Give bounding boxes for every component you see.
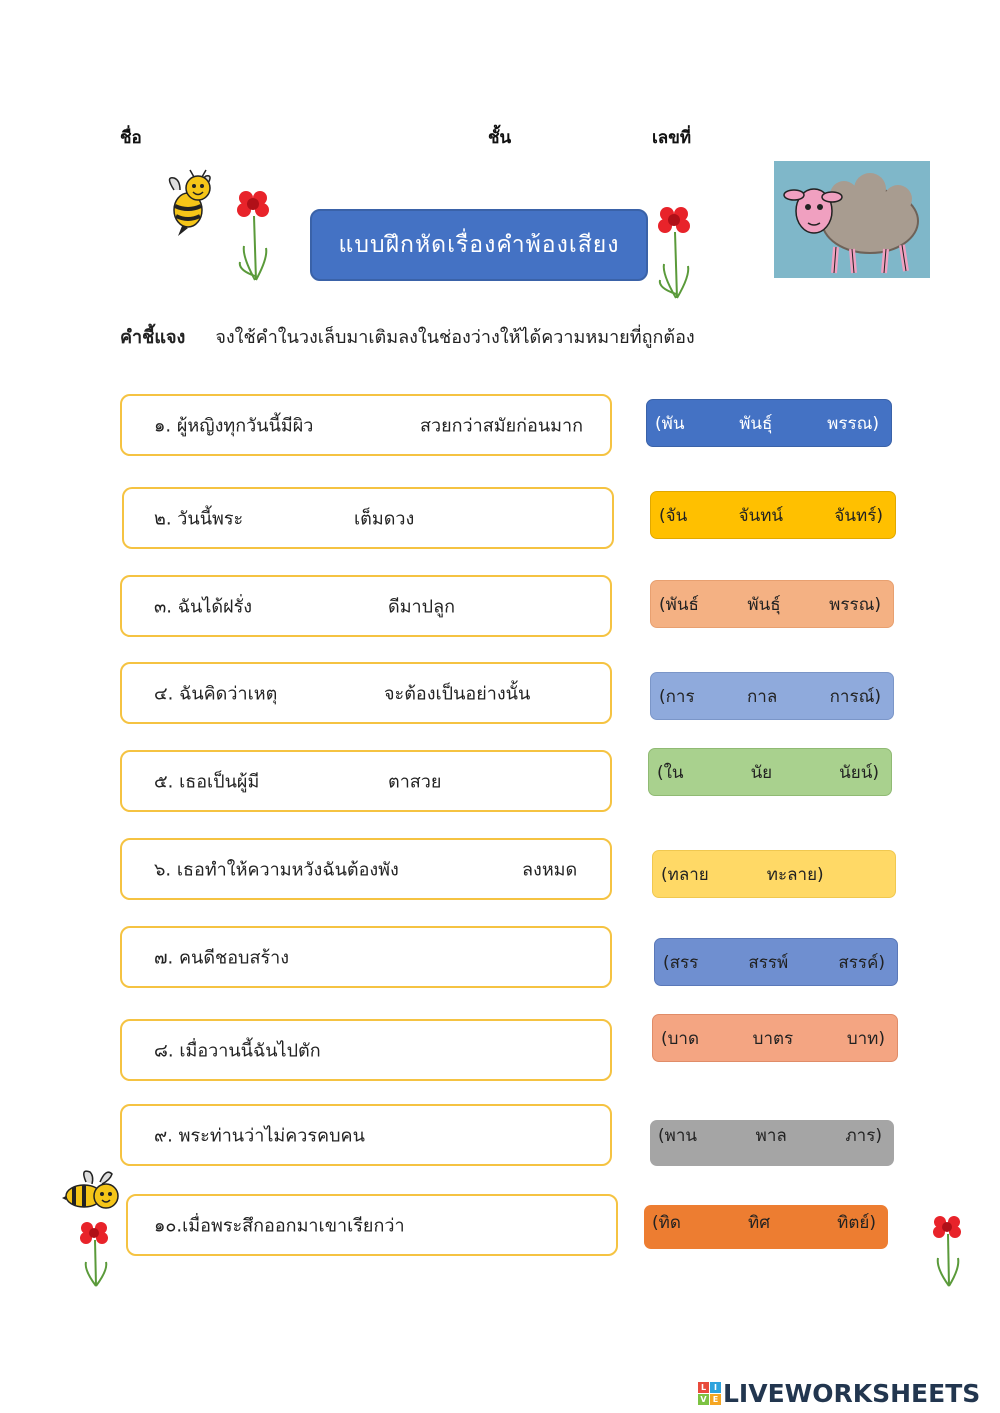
option-word: การณ์) bbox=[829, 686, 881, 707]
option-word: (ใน bbox=[657, 762, 684, 783]
option-word: ทิตย์) bbox=[837, 1213, 876, 1233]
bee-illustration bbox=[62, 1168, 122, 1214]
option-word: สรรพ์ bbox=[748, 952, 789, 973]
bee-illustration bbox=[160, 168, 220, 238]
question-text: ๘. เมื่อวานนี้ฉันไปตัก bbox=[154, 1040, 321, 1062]
question-box bbox=[120, 394, 612, 456]
option-word: จันทร์) bbox=[834, 505, 883, 526]
question-text-end: จะต้องเป็นอย่างนั้น bbox=[384, 683, 531, 705]
option-word: บาตร bbox=[752, 1028, 794, 1049]
answer-options bbox=[652, 1014, 898, 1062]
question-text-end: สวยกว่าสมัยก่อนมาก bbox=[420, 415, 584, 437]
option-word: (พันธ์ bbox=[659, 594, 699, 615]
option-word: (บาด bbox=[661, 1028, 700, 1049]
answer-options bbox=[648, 748, 892, 796]
instruction bbox=[120, 322, 695, 351]
question-text: ๑๐.เมื่อพระสึกออกมาเขาเรียกว่า bbox=[154, 1215, 405, 1237]
option-word: (สรร bbox=[663, 952, 699, 973]
answer-options bbox=[650, 580, 894, 628]
logo-cell: E bbox=[710, 1394, 721, 1405]
question-box bbox=[120, 838, 612, 900]
option-word: (การ bbox=[659, 686, 695, 707]
red-flower-illustration bbox=[76, 1218, 114, 1288]
liveworksheets-logo bbox=[698, 1378, 980, 1408]
option-word: พาล bbox=[755, 1126, 787, 1146]
question-text-end: ดีมาปลูก bbox=[388, 596, 456, 618]
instruction-label: คำชี้แจง bbox=[120, 327, 186, 348]
option-word: พรรณ) bbox=[827, 413, 879, 434]
worksheet-title: แบบฝึกหัดเรื่องคำพ้องเสียง bbox=[310, 209, 648, 281]
option-word: พันธุ์ bbox=[747, 594, 781, 615]
option-word: ภาร) bbox=[845, 1126, 882, 1146]
question-box bbox=[120, 750, 612, 812]
class-label: ชั้น bbox=[488, 128, 512, 148]
logo-cell: I bbox=[710, 1382, 721, 1393]
question-text: ๖. เธอทำให้ความหวังฉันต้องพัง bbox=[154, 859, 399, 881]
question-text: ๗. คนดีชอบสร้าง bbox=[154, 947, 290, 969]
question-box bbox=[120, 926, 612, 988]
option-word: บาท) bbox=[846, 1028, 885, 1049]
instruction-text: จงใช้คำในวงเล็บมาเติมลงในช่องว่างให้ได้ความหมายที่ถูกต้อง bbox=[215, 327, 695, 348]
sheep-illustration bbox=[774, 161, 930, 278]
red-flower-illustration bbox=[234, 186, 274, 282]
option-word: พรรณ) bbox=[829, 594, 881, 615]
question-box bbox=[122, 487, 614, 549]
option-word: นัยน์) bbox=[839, 762, 879, 783]
answer-options bbox=[644, 1205, 888, 1249]
question-text: ๙. พระท่านว่าไม่ควรคบคน bbox=[154, 1125, 365, 1147]
answer-options bbox=[654, 938, 898, 986]
answer-options bbox=[652, 850, 896, 898]
name-label: ชื่อ bbox=[120, 128, 142, 148]
option-word: (ทลาย bbox=[661, 864, 709, 885]
question-box bbox=[120, 575, 612, 637]
question-text-end: ลงหมด bbox=[522, 859, 578, 881]
option-word: จันทน์ bbox=[738, 505, 784, 526]
option-word: นัย bbox=[750, 762, 773, 783]
question-text: ๒. วันนี้พระ bbox=[154, 508, 244, 530]
option-word: (พัน bbox=[655, 413, 685, 434]
answer-options bbox=[650, 672, 894, 720]
answer-options bbox=[650, 491, 896, 539]
question-text-end: ตาสวย bbox=[388, 771, 442, 793]
number-label: เลขที่ bbox=[652, 128, 692, 148]
red-flower-illustration bbox=[930, 1212, 966, 1288]
answer-options bbox=[650, 1120, 894, 1166]
option-word: ทิศ bbox=[748, 1213, 771, 1233]
question-text: ๔. ฉันคิดว่าเหตุ bbox=[154, 683, 278, 705]
question-box bbox=[120, 1019, 612, 1081]
logo-mark-icon bbox=[698, 1382, 721, 1405]
option-word: สรรค์) bbox=[838, 952, 885, 973]
question-text: ๓. ฉันได้ฝรั่ง bbox=[154, 596, 253, 618]
question-box bbox=[120, 662, 612, 724]
option-word: (ทิด bbox=[652, 1213, 681, 1233]
option-word: พันธุ์ bbox=[739, 413, 773, 434]
logo-text: LIVEWORKSHEETS bbox=[723, 1378, 981, 1408]
answer-options bbox=[646, 399, 892, 447]
question-text: ๑. ผู้หญิงทุกวันนี้มีผิว bbox=[154, 415, 314, 437]
question-box bbox=[120, 1104, 612, 1166]
option-word: (จัน bbox=[659, 505, 688, 526]
option-word: (พาน bbox=[658, 1126, 698, 1146]
question-text: ๕. เธอเป็นผู้มี bbox=[154, 771, 260, 793]
red-flower-illustration bbox=[654, 202, 696, 300]
logo-cell: L bbox=[698, 1382, 709, 1393]
logo-cell: V bbox=[698, 1394, 709, 1405]
option-word: ทะลาย) bbox=[766, 864, 824, 885]
question-text-end: เต็มดวง bbox=[354, 508, 415, 530]
option-word: กาล bbox=[746, 686, 778, 707]
question-box bbox=[126, 1194, 618, 1256]
